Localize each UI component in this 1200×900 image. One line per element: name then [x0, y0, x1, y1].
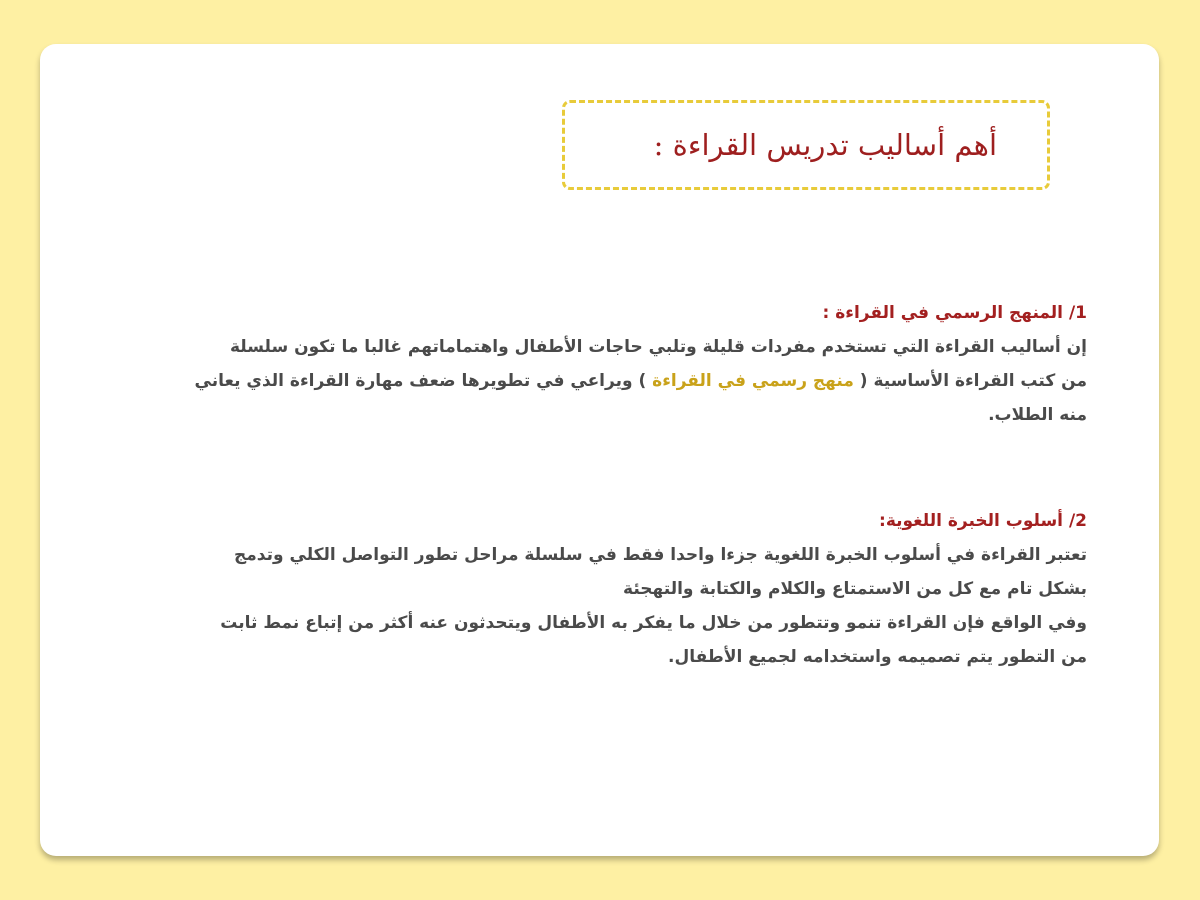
section-heading — [167, 296, 1087, 330]
section-official-curriculum — [167, 296, 1087, 432]
section-number: 1/ — [1068, 303, 1087, 323]
slide-card — [40, 44, 1159, 856]
paragraph-line: إن أساليب القراءة التي تستخدم مفردات قليلة وتلبي حاجات الأطفال واهتماماتهم غالبا ما تكون سلسلة — [230, 337, 1087, 357]
slide-title: أهم أساليب تدريس القراءة : — [653, 128, 997, 162]
text-after-highlight: ) ويراعي في تطويرها ضعف مهارة القراءة الذي يعاني — [194, 371, 647, 391]
section-heading-text: أسلوب الخبرة اللغوية: — [879, 511, 1064, 531]
section-number: 2/ — [1068, 511, 1087, 531]
paragraph-line — [167, 364, 1087, 398]
paragraph-line: بشكل تام مع كل من الاستمتاع والكلام والكتابة والتهجئة — [623, 579, 1087, 599]
paragraph-line: وفي الواقع فإن القراءة تنمو وتتطور من خلال ما يفكر به الأطفال ويتحدثون عنه أكثر من إتباع نمط ثابت — [220, 613, 1087, 633]
section-language-experience — [157, 504, 1087, 674]
highlighted-term: منهج رسمي في القراءة — [652, 371, 854, 391]
paragraph-line: منه الطلاب. — [988, 405, 1087, 425]
section-heading-text: المنهج الرسمي في القراءة : — [822, 303, 1064, 323]
section-heading — [157, 504, 1087, 538]
text-before-highlight: من كتب القراءة الأساسية ( — [859, 371, 1087, 391]
paragraph-line: من التطور يتم تصميمه واستخدامه لجميع الأطفال. — [667, 647, 1087, 667]
title-box — [562, 100, 1050, 190]
paragraph-line: تعتبر القراءة في أسلوب الخبرة اللغوية جزءا واحدا فقط في سلسلة مراحل تطور التواصل الكلي وتدمج — [234, 545, 1087, 565]
